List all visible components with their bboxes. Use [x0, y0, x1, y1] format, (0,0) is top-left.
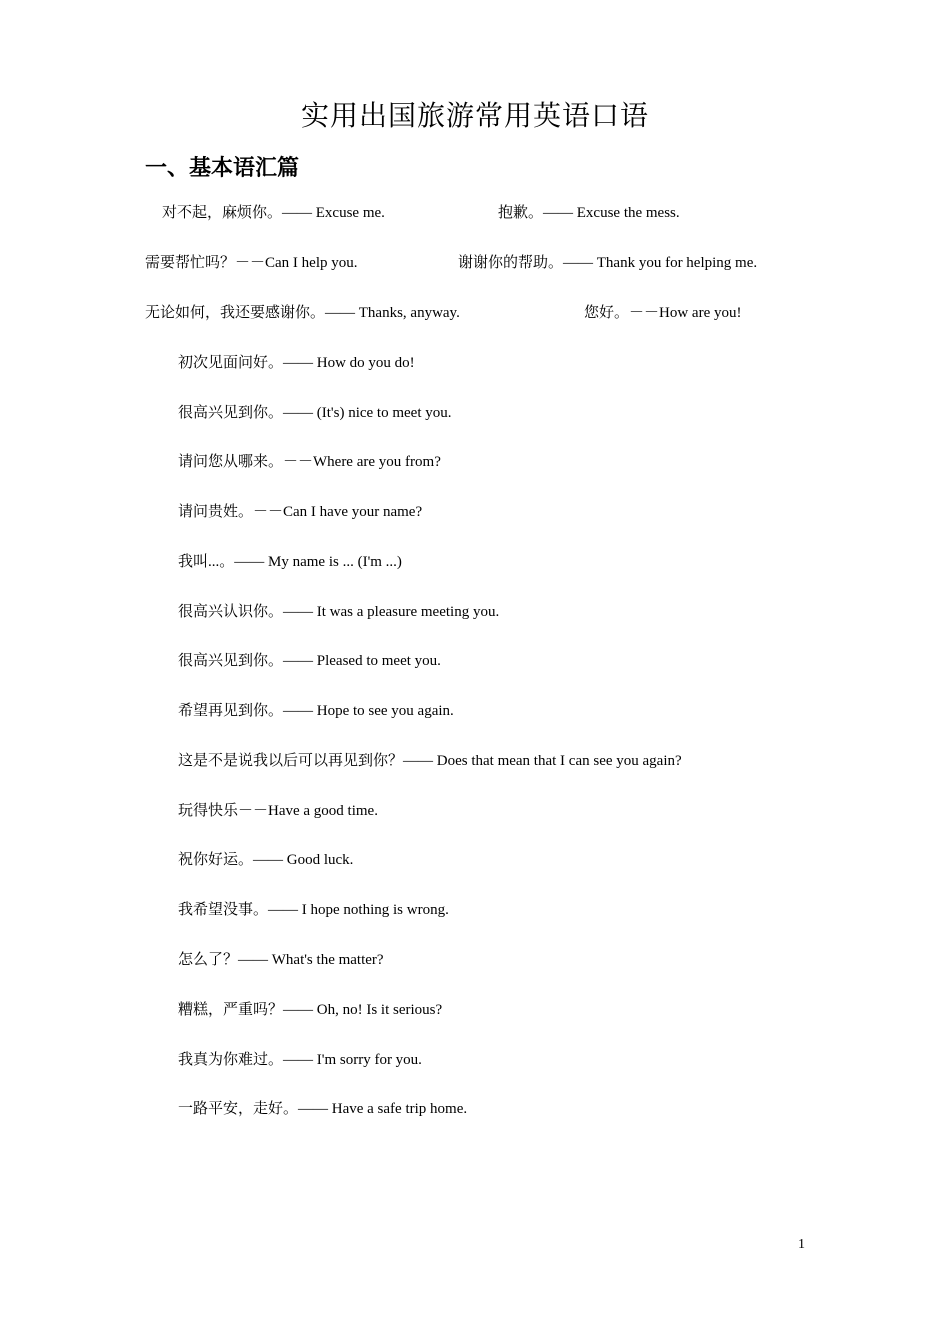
document-title: 实用出国旅游常用英语口语 [300, 99, 649, 132]
phrase-line: 祝你好运。—— Good luck. [178, 852, 354, 868]
phrase-line: 请问贵姓。－－Can I have your name? [178, 504, 423, 520]
phrase-line: 糟糕，严重吗？—— Oh, no! Is it serious? [178, 1002, 443, 1018]
phrase-line: 我希望没事。—— I hope nothing is wrong. [178, 902, 449, 918]
page-number: 1 [798, 1237, 805, 1252]
phrase-line: 很高兴认识你。—— It was a pleasure meeting you. [178, 604, 500, 620]
phrase-line: 初次见面问好。—— How do you do! [178, 355, 415, 371]
phrase-line: 很高兴见到你。—— (It's) nice to meet you. [178, 405, 452, 421]
phrase-line: 很高兴见到你。—— Pleased to meet you. [178, 653, 441, 669]
phrase-line: 我叫...。—— My name is ... (I'm ...) [178, 554, 402, 570]
phrase-pair-3-right: 您好。－－How are you! [584, 305, 742, 321]
phrase-pair-3-left: 无论如何，我还要感谢你。—— Thanks, anyway. [145, 305, 460, 321]
section-heading: 一、基本语汇篇 [145, 156, 300, 181]
phrase-line: 希望再见到你。—— Hope to see you again. [178, 703, 454, 719]
phrase-line: 这是不是说我以后可以再见到你？—— Does that mean that I can see you again? [178, 753, 682, 769]
phrase-pair-1-left: 对不起，麻烦你。—— Excuse me. [162, 205, 385, 221]
phrase-line: 请问您从哪来。－－Where are you from? [178, 454, 441, 470]
phrase-line: 一路平安，走好。—— Have a safe trip home. [178, 1101, 468, 1117]
phrase-pair-2-right: 谢谢你的帮助。—— Thank you for helping me. [458, 255, 758, 271]
phrase-line: 玩得快乐－－Have a good time. [178, 803, 378, 819]
phrase-line: 我真为你难过。—— I'm sorry for you. [178, 1052, 422, 1068]
phrase-pair-2-left: 需要帮忙吗？－－Can I help you. [145, 255, 358, 271]
phrase-pair-1-right: 抱歉。—— Excuse the mess. [498, 205, 680, 221]
phrase-line: 怎么了？—— What's the matter? [178, 952, 384, 968]
